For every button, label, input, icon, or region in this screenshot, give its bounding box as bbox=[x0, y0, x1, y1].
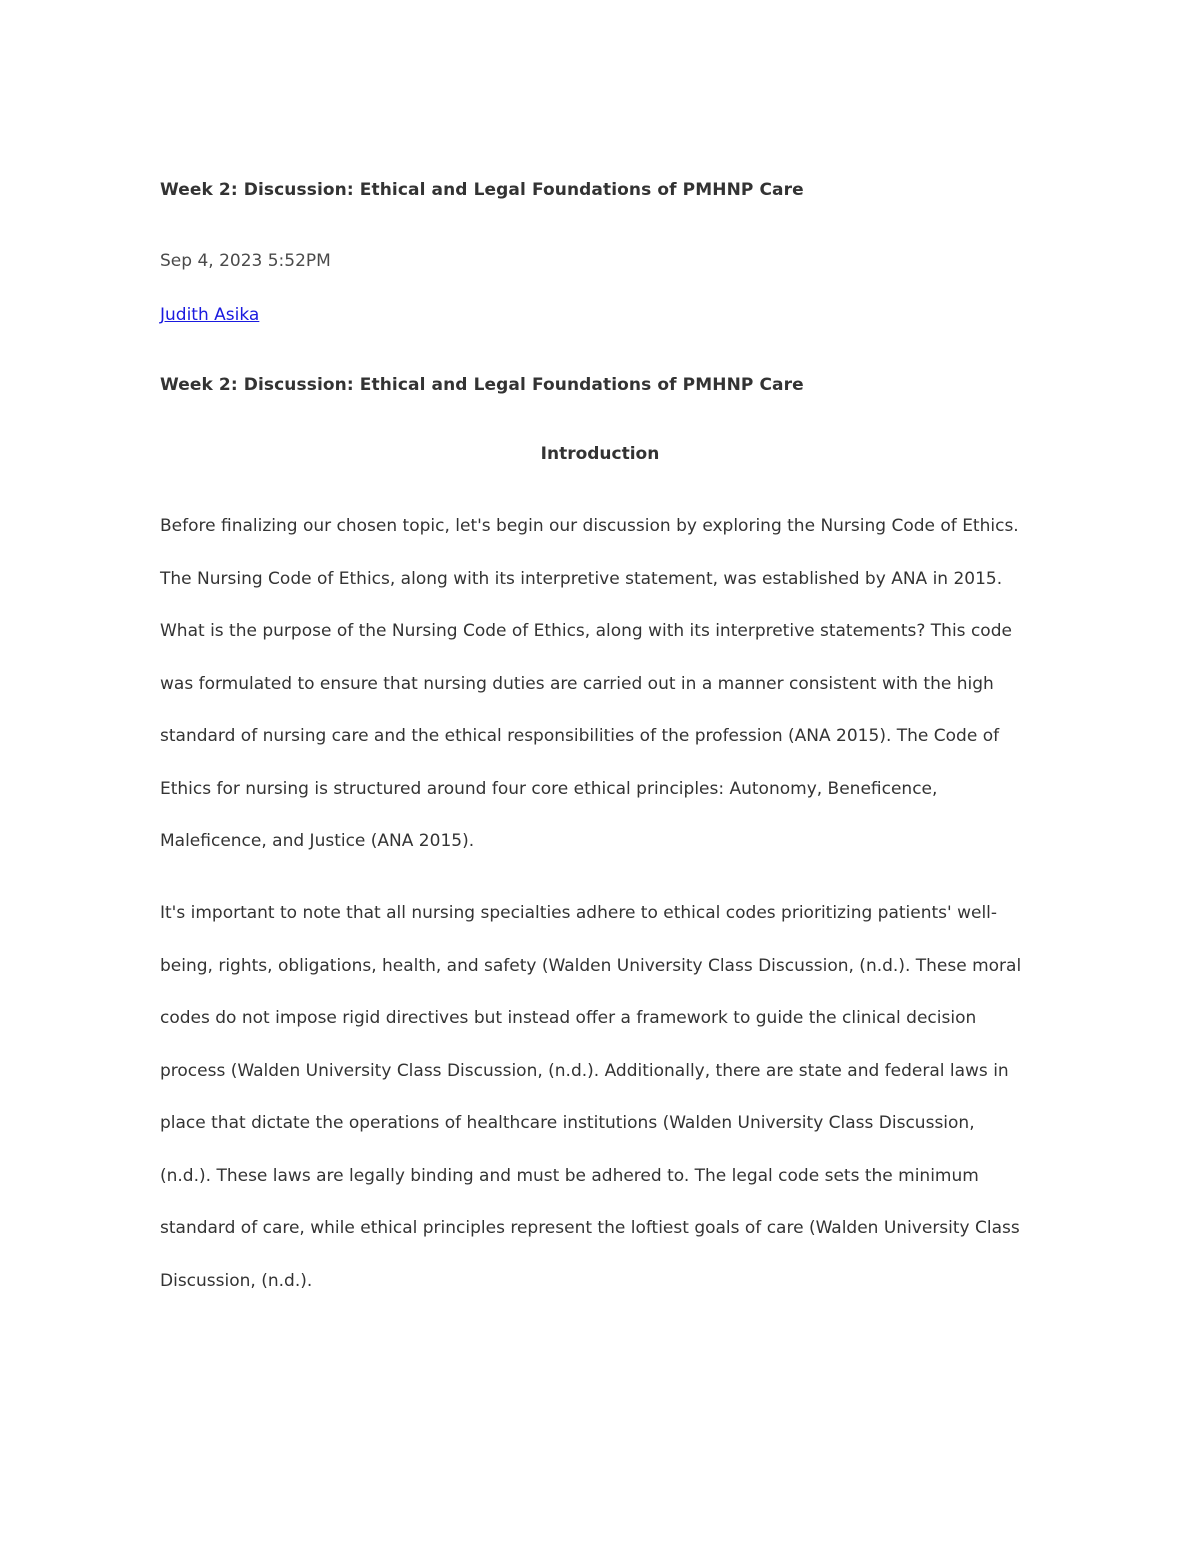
paragraph-line: Maleficence, and Justice (ANA 2015). bbox=[160, 831, 475, 851]
post-title: Week 2: Discussion: Ethical and Legal Foundations of PMHNP Care bbox=[160, 375, 804, 395]
paragraph-line: It's important to note that all nursing specialties adhere to ethical codes prioritizing patients' well- bbox=[160, 903, 998, 923]
paragraph-line: process (Walden University Class Discussion, (n.d.). Additionally, there are state and federal laws in bbox=[160, 1060, 1009, 1081]
paragraph-line: The Nursing Code of Ethics, along with its interpretive statement, was established by ANA in 2015. bbox=[160, 568, 1003, 589]
section-heading-introduction: Introduction bbox=[540, 444, 660, 464]
page-title: Week 2: Discussion: Ethical and Legal Foundations of PMHNP Care bbox=[160, 180, 804, 200]
paragraph-line: Ethics for nursing is structured around four core ethical principles: Autonomy, Beneficence, bbox=[160, 778, 938, 799]
paragraph-line: Before finalizing our chosen topic, let's begin our discussion by exploring the Nursing Code of Ethics. bbox=[160, 516, 1019, 536]
paragraph-line: being, rights, obligations, health, and safety (Walden University Class Discussion, (n.d.). These moral bbox=[160, 955, 1022, 976]
paragraph-line: was formulated to ensure that nursing duties are carried out in a manner consistent with the high bbox=[160, 673, 994, 694]
paragraph-1 bbox=[160, 515, 1040, 883]
paragraph-line: What is the purpose of the Nursing Code of Ethics, along with its interpretive statements? This code bbox=[160, 621, 1012, 641]
paragraph-line: standard of care, while ethical principles represent the loftiest goals of care (Walden University Class bbox=[160, 1218, 1020, 1238]
paragraph-2 bbox=[160, 902, 1040, 1322]
paragraph-line: standard of nursing care and the ethical responsibilities of the profession (ANA 2015). The Code of bbox=[160, 726, 1000, 746]
paragraph-line: Discussion, (n.d.). bbox=[160, 1270, 313, 1291]
author-link[interactable]: Judith Asika bbox=[160, 305, 260, 325]
paragraph-line: place that dictate the operations of healthcare institutions (Walden University Class Discussion, bbox=[160, 1113, 975, 1133]
paragraph-line: codes do not impose rigid directives but instead offer a framework to guide the clinical decision bbox=[160, 1008, 977, 1028]
paragraph-line: (n.d.). These laws are legally binding and must be adhered to. The legal code sets the minimum bbox=[160, 1165, 979, 1186]
post-date: Sep 4, 2023 5:52PM bbox=[160, 251, 331, 271]
